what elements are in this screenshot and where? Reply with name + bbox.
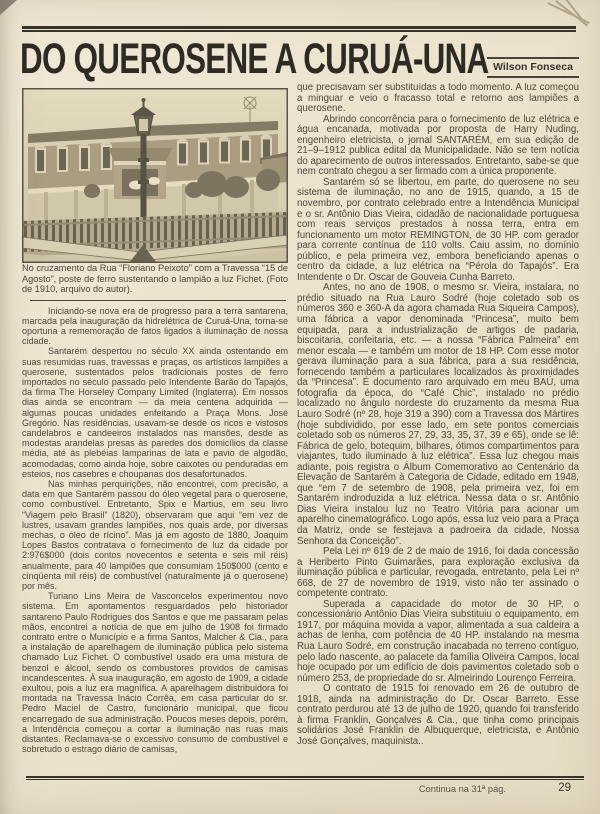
photo-caption: No cruzamento da Rua “Floriano Peixoto” com a Travessa “15 de Agosto”, poste de ferro sustentando o lampião a luz Fichet. (Foto de 1910, arquivo do autor). (22, 263, 288, 294)
photo-illustration (22, 88, 288, 263)
paragraph: Santarém só se libertou, em parte, do querosene no seu sistema de iluminação, no ano de 1915, quando, a 15 de novembro, por contrato celebrado entre a Intendência Municipal e o sr. Antônio Dias Vieira, cidadão de nacionalidade portuguesa com reais serviços prestados à nossa terra, entra em funcionamento um motor REMINGTON, de 30 HP. com gerador para corrente contínua de 110 volts. Caiu assim, no domínio público, e pela primeira vez, embora beneficiando apenas o centro da cidade, a luz elétrica na “Pérola do Tapajós”. Era Intendente o Dr. Oscar de Gouveia Cunha Barreto. (297, 176, 579, 283)
page-number: 29 (558, 782, 571, 794)
paragraph: Superada a capacidade do motor de 30 HP, o concessionário Antônio Dias Vieira substituiu o equipamento, em 1917, por máquina movida a vapor, alimentada a sua caldeira a achas de lenha, com potência de 40 HP. instalando na mesma Rua Lauro Sodré, em construção inacabada no terreno contíguo, pelo lado nascente, ao palacete da família Oliveira Campos, local hoje ocupado por um edifício de dois pavimentos coletado sob o número 253, de propriedade do sr. Almeirindo Lourenço Ferreira. (297, 598, 579, 684)
paragraph: O contrato de 1915 foi renovado em 26 de outubro de 1918, ainda na administração do Dr. Oscar Barreto. Esse contrato perdurou até 13 de julho de 1920, quando foi transferido à firma Franklin, Gonçalves & Cia., que tinha como principais solidários José Franklin de Albuquerque, eletricista, e Antônio José Gonçalves, maquinista.. (297, 683, 579, 747)
header-rule (22, 26, 576, 32)
paragraph: Pela Lei nº 619 de 2 de maio de 1916, foi dada concessão a Heriberto Pinto Guimarães, para exploração exclusiva da iluminação pública e particular, revogada, entretanto, pela Lei nº 668, de 27 de novembro de 1919, visto não ter assinado o competente contrato. (297, 546, 579, 600)
footer-rule (26, 776, 584, 780)
historic-photo (22, 88, 288, 263)
author-byline (487, 57, 579, 78)
scan-artifact-corner (0, 0, 17, 15)
paragraph: Antes, no ano de 1908, o mesmo sr. Vieira, instalara, no prédio situado na Rua Lauro Sodré (hoje coletado sob os números 360 e 360-A da agora chamada Rua Siqueira Campos), uma fábrica a vapor denominada “Princesa”, muito bem equipada, para a industrialização de artigos de padaria, biscoitaria, confeitaria, etc. — a nossa “Fábrica Palmeira” em menor escala — e também um motor de 18 HP. Com esse motor gerava iluminação para a sua fábrica, para a sua residência, fornecendo também a particulares localizados às proximidades da “Princesa”. É documento raro arquivado em meu BAÚ, uma fotografia da época, do “Café Chic”, instalado no prédio localizado no ângulo nordeste do cruzamento da mesma Rua Lauro Sodré (nº 28, hoje 319 a 390) com a Travessa dos Mártires (hoje subdividido, por esse lado, em sete pontos comerciais coletado sob os números 27, 29, 33, 35, 37, 39 e 65), onde se lê: Fábrica de gelo, botequim, bilhares, ótimos compartimentos para viajantes, tudo iluminado à luz elétrica”. Essa luz chegou mais adiante, pois registra o Álbum Comemorativo ao Centenário da Elevação de Santarém à Categoria de Cidade, editado em 1948, que “em 7 de setembro de 1908, pela primeira vez, foi em Santarém indroduzida a luz elétrica. Nessa data o sr. Antônio Dias Vieira instalou luz no Teatro Vitória para acionar um aparelho cinematográfico. Logo após, essa luz veio para a Praça da Matriz, onde se festejava a padroeira da cidade, Nossa Senhora da Conceição”. (297, 282, 579, 547)
article-title: DO QUEROSENE A CURUÁ-UNA (20, 35, 489, 83)
caption-rule (30, 300, 286, 301)
paragraph: Iniciando-se nova era de progresso para a terra santarena, marcada pela inauguração da hidrelétrica de Curuá-Una, torna-se oportuna a rememoração de fatos ligados à iluminação de nossa cidade. (22, 305, 288, 347)
paragraph: Turiano Lins Meira de Vasconcelos experimentou novo sistema. Em apontamentos resguardados pelo historiador santareno Paulo Rodrigues dos Santos e que me passaram pelas mãos, encontrei a notícia de que em julho de 1908 foi firmado contrato entre o Município e a firma Santos, Malcher & Cia., para a instalação de aparelhagem de iluminação pública pelo sistema chamado Luz Fichet. O combustível usado era uma mistura de benzol e álcool, sendo os combustores providos de camisas incandescentes. À sua inauguração, em agosto de 1909, a cidade exultou, pois a luz era magnífica. A aparelhagem distribuidora foi montada na Travessa Inácio Corrêa, em casa particular do sr. Pedro Maciel de Castro, funcionário municipal, que ficou encarregado de sua administração. Poucos meses depois, porém, a Intendência começou a cortar a iluminação nas ruas mais distantes. Reclamava-se o excessivo consumo de combustível e sobretudo o estrago diário de camisas, (22, 591, 288, 755)
paragraph: Santarém despertou no século XX ainda ostentando em suas resumidas ruas, travessas e praças, os artísticos lampiões a querosene, sustentados pelos tradicionais postes de ferro importados no século passado pelo Intendente Barão do Tapajós, da firma The Horseley Company Limited (Inglaterra). Em nossos dias ainda se encontram — da meia centena adquirida — algumas poucas unidades enfeitando a Praça Mons. José Gregório. Nas residências, usavam-se desde os ricos e vistosos candelabros e candeeiros instalados nas mansões, desde as modestas arandelas presas às paredes dos domicílios da classe média, até às plebéias lamparinas de lata e pavio de algodão, acomodadas, como ainda hoje, sobre caixotes ou penduradas em esteios, nos casebres e choupanas dos desafortunados. (22, 346, 288, 479)
right-column (297, 83, 579, 777)
left-column (22, 88, 288, 778)
paragraph: Nas minhas perquirições, não encontrei, com precisão, a data em que Santarém passou do óleo vegetal para o querosene, como combustível. Entretanto, Spix e Martius, em seu livro “Viagem pelo Brasil” (1820), observaram que aqui “em vez de lustres, usavam grandes lampiões, nos quais arde, por diversas mechas, o óleo de rícino”. Mas já em agosto de 1880, Joaquim Lopes Bastos contratava o fornecimento de luz da cidade por 2:976$000 (dois contos novecentos e setenta e seis mil réis) anualmente, para 40 lampiões que consumiam 150$000 (cento e cinqüenta mil réis) de combustível (naturalmente já o querosene) por mês. (22, 478, 288, 591)
continuation-note: Continua na 31ª pág. (418, 784, 506, 794)
author-name: Wilson Fonseca (493, 61, 573, 73)
paragraph: que precisavam ser substituídas a todo momento. A luz começou a minguar e veio o fracasso total e retorno aos lampiões a querosene. (297, 83, 579, 115)
paragraph: Abrindo concorrência para o fornecimento de luz elétrica e água encanada, motivada por proposta de Harry Nuding, engenheiro eletricista, o jornal SANTARÉM, em sua edição de 21–9–1912 publica edital da Municipalidade. Não se tem notícia do aparecimento de outros interessados. Entretanto, sabe-se que nem contrato chegou a ser firmado com a única proponente. (297, 113, 579, 178)
